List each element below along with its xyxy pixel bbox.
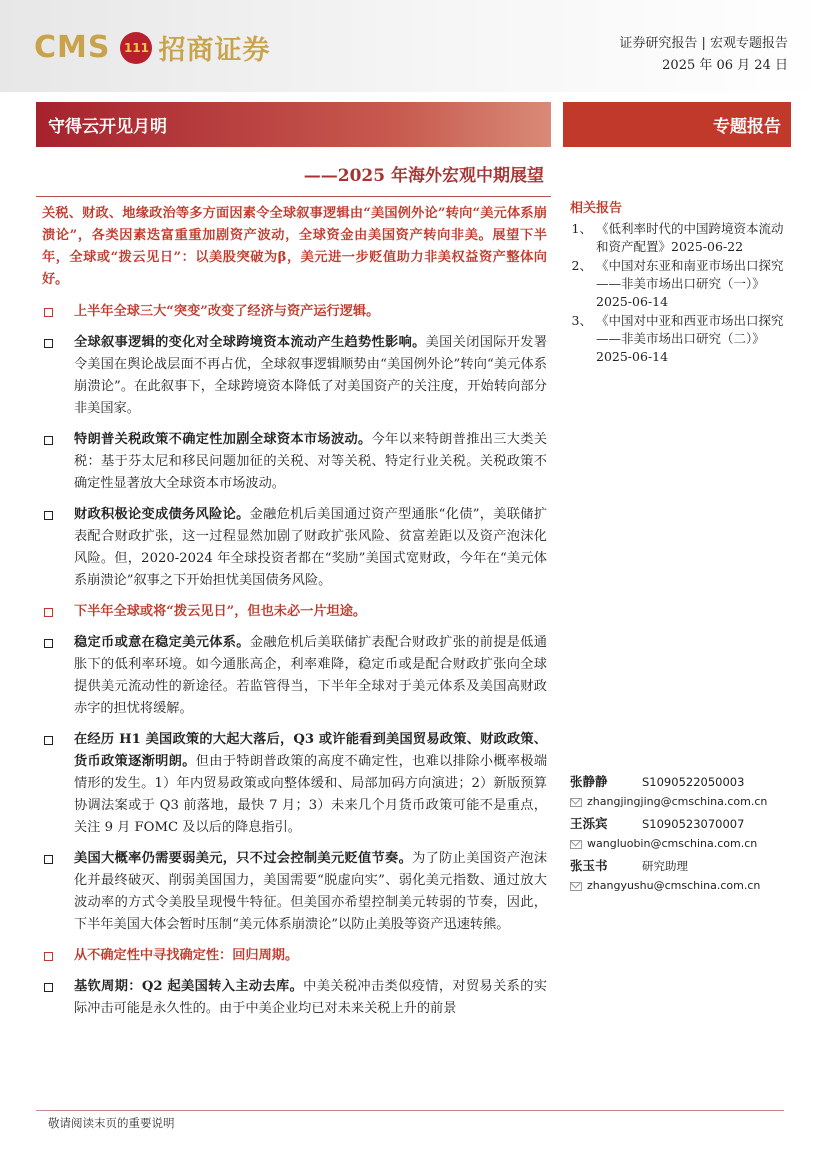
bullet-item: [42, 332, 547, 420]
report-tag: 专题报告: [713, 117, 781, 137]
analyst-license: S1090523070007: [642, 817, 745, 831]
analyst-name: 张静静: [570, 774, 608, 789]
checkbox-icon: [44, 639, 53, 648]
checkbox-icon: [44, 952, 53, 961]
analyst-email[interactable]: zhangjingjing@cmschina.com.cn: [570, 792, 790, 812]
logo-chinese: 招商证券: [158, 35, 271, 66]
bullet-lead: 全球叙事逻辑的变化对全球跨境资本流动产生趋势性影响。: [74, 335, 426, 350]
logo-latin: CMS: [34, 30, 111, 65]
checkbox-icon: [44, 308, 53, 317]
bullet-item: [42, 848, 547, 936]
analyst-name: 张玉书: [570, 858, 608, 873]
bullet-item: [42, 429, 547, 495]
analyst-row: [570, 772, 790, 792]
bullet-lead: 稳定币或意在稳定美元体系。: [74, 635, 250, 650]
related-item[interactable]: 2、 《中国对东亚和南亚市场出口探究——非美市场出口研究（一）》2025-06-14: [571, 258, 784, 309]
mail-icon: [570, 840, 582, 849]
bullet-text: 今年以来特朗普推出三大类关税：基于芬太尼和移民问题加征的关税、对等关税、特定行业关税。关税政策不确定性显著放大全球资本市场波动。: [74, 432, 548, 491]
bullet-item: [42, 729, 547, 839]
related-item[interactable]: 3、 《中国对中亚和西亚市场出口探究——非美市场出口研究（二）》2025-06-14: [571, 313, 784, 364]
bullet-item: [42, 504, 547, 592]
checkbox-icon: [44, 511, 53, 520]
analyst-license: S1090522050003: [642, 775, 745, 789]
checkbox-icon: [44, 736, 53, 745]
report-type: 证券研究报告 | 宏观专题报告: [619, 36, 788, 51]
analyst-name: 王泺宾: [570, 816, 608, 831]
footer-divider: [36, 1110, 784, 1111]
footer-note: 敬请阅读末页的重要说明: [48, 1116, 175, 1130]
bullet-item: [42, 976, 547, 1020]
report-title: 守得云开见月明: [48, 117, 167, 137]
bullet-lead: 财政积极论变成债务风险论。: [74, 507, 250, 522]
related-heading: 相关报告: [570, 201, 623, 216]
related-reports: [570, 200, 785, 367]
bullet-text: 为了防止美国资产泡沫化并最终破灭、削弱美国国力，美国需要“脱虚向实”、弱化美元指数、通过放大波动率的方式令美股呈现慢牛特征。但美国亦希望控制美元转弱的节奏，因此，下半年美国大体会暂时压制“美元体系崩溃论”以防止美股等资产迅速转熊。: [74, 851, 548, 932]
report-subtitle: ——2025 年海外宏观中期展望: [303, 166, 544, 186]
bullet-lead: 美国大概率仍需要弱美元，只不过会控制美元贬值节奏。: [74, 851, 413, 866]
related-item[interactable]: 1、 《低利率时代的中国跨境资本流动和资产配置》2025-06-22: [571, 221, 784, 254]
main-content: [42, 203, 547, 1029]
tag-bar: [563, 102, 791, 147]
checkbox-icon: [44, 983, 53, 992]
company-logo: [34, 28, 270, 67]
bullet-heading: 下半年全球或将“拨云见日”，但也未必一片坦途。: [42, 601, 547, 623]
analyst-email[interactable]: wangluobin@cmschina.com.cn: [570, 834, 790, 854]
checkbox-icon: [44, 339, 53, 348]
analyst-role: 研究助理: [642, 859, 688, 873]
analyst-list: [570, 772, 790, 898]
checkbox-icon: [44, 608, 53, 617]
bullet-text: 美国关闭国际开发署令美国在舆论战层面不再占优，全球叙事逻辑顺势由“美国例外论”转向“美元体系崩溃论”。在此叙事下，全球跨境资本降低了对美国资产的关注度，开始转向部分非美国家。: [74, 335, 548, 416]
header-meta: [619, 33, 788, 77]
bullet-text: 金融危机后美联储扩表配合财政扩张的前提是低通胀下的低利率环境。如今通胀高企，利率难降，稳定币或是配合财政扩张向全球提供美元流动性的新途径。若监管得当，下半年全球对于美元体系及美国高财政赤字的担忧将缓解。: [74, 635, 547, 716]
analyst-row: [570, 856, 790, 876]
report-date: 2025 年 06 月 24 日: [662, 58, 788, 73]
analyst-row: [570, 814, 790, 834]
divider: [36, 196, 551, 197]
bullet-lead: 基钦周期：Q2 起美国转入主动去库。: [74, 979, 304, 994]
checkbox-icon: [44, 855, 53, 864]
header-band: [0, 0, 826, 92]
checkbox-icon: [44, 436, 53, 445]
bullet-text: 金融危机后美国通过资产型通胀“化债”，美联储扩表配合财政扩张，这一过程显然加剧了财政扩张风险、贫富差距以及资产泡沫化风险。但，2020-2024 年全球投资者都在“奖励”美国式宽财政，今年在“美元体系崩溃论”叙事之下开始担忧美国债务风险。: [74, 507, 548, 588]
bullet-text: 但由于特朗普政策的高度不确定性，也难以排除小概率极端情形的发生。1）年内贸易政策或向整体缓和、局部加码方向演进；2）新版预算协调法案或于 Q3 前落地，最快 7 月；3）未来几个月货币政策可能不是重点，关注 9 月 FOMC 及以后的降息指引。: [74, 754, 548, 835]
logo-emblem-icon: 111: [120, 32, 152, 64]
bullet-text: 中美关税冲击类似疫情，对贸易关系的实际冲击可能是永久性的。由于中美企业均已对未来关税上升的前景: [74, 979, 547, 1016]
title-bar: [36, 102, 551, 147]
mail-icon: [570, 798, 582, 807]
bullet-lead: 在经历 H1 美国政策的大起大落后，Q3 或许能看到美国贸易政策、财政政策、货币政策逐渐明朗。: [74, 732, 547, 769]
mail-icon: [570, 882, 582, 891]
bullet-item: [42, 632, 547, 720]
summary: 关税、财政、地缘政治等多方面因素令全球叙事逻辑由“美国例外论”转向“美元体系崩溃论”，各类因素迭富重重加剧资产波动，全球资金由美国资产转向非美。展望下半年，全球或“拨云见日”：以美股突破为β，美元进一步贬值助力非美权益资产整体向好。: [42, 206, 547, 287]
bullet-lead: 特朗普关税政策不确定性加剧全球资本市场波动。: [74, 432, 372, 447]
analyst-email[interactable]: zhangyushu@cmschina.com.cn: [570, 876, 790, 896]
bullet-heading: 上半年全球三大“突变”改变了经济与资产运行逻辑。: [42, 301, 547, 323]
bullet-heading: 从不确定性中寻找确定性：回归周期。: [42, 945, 547, 967]
